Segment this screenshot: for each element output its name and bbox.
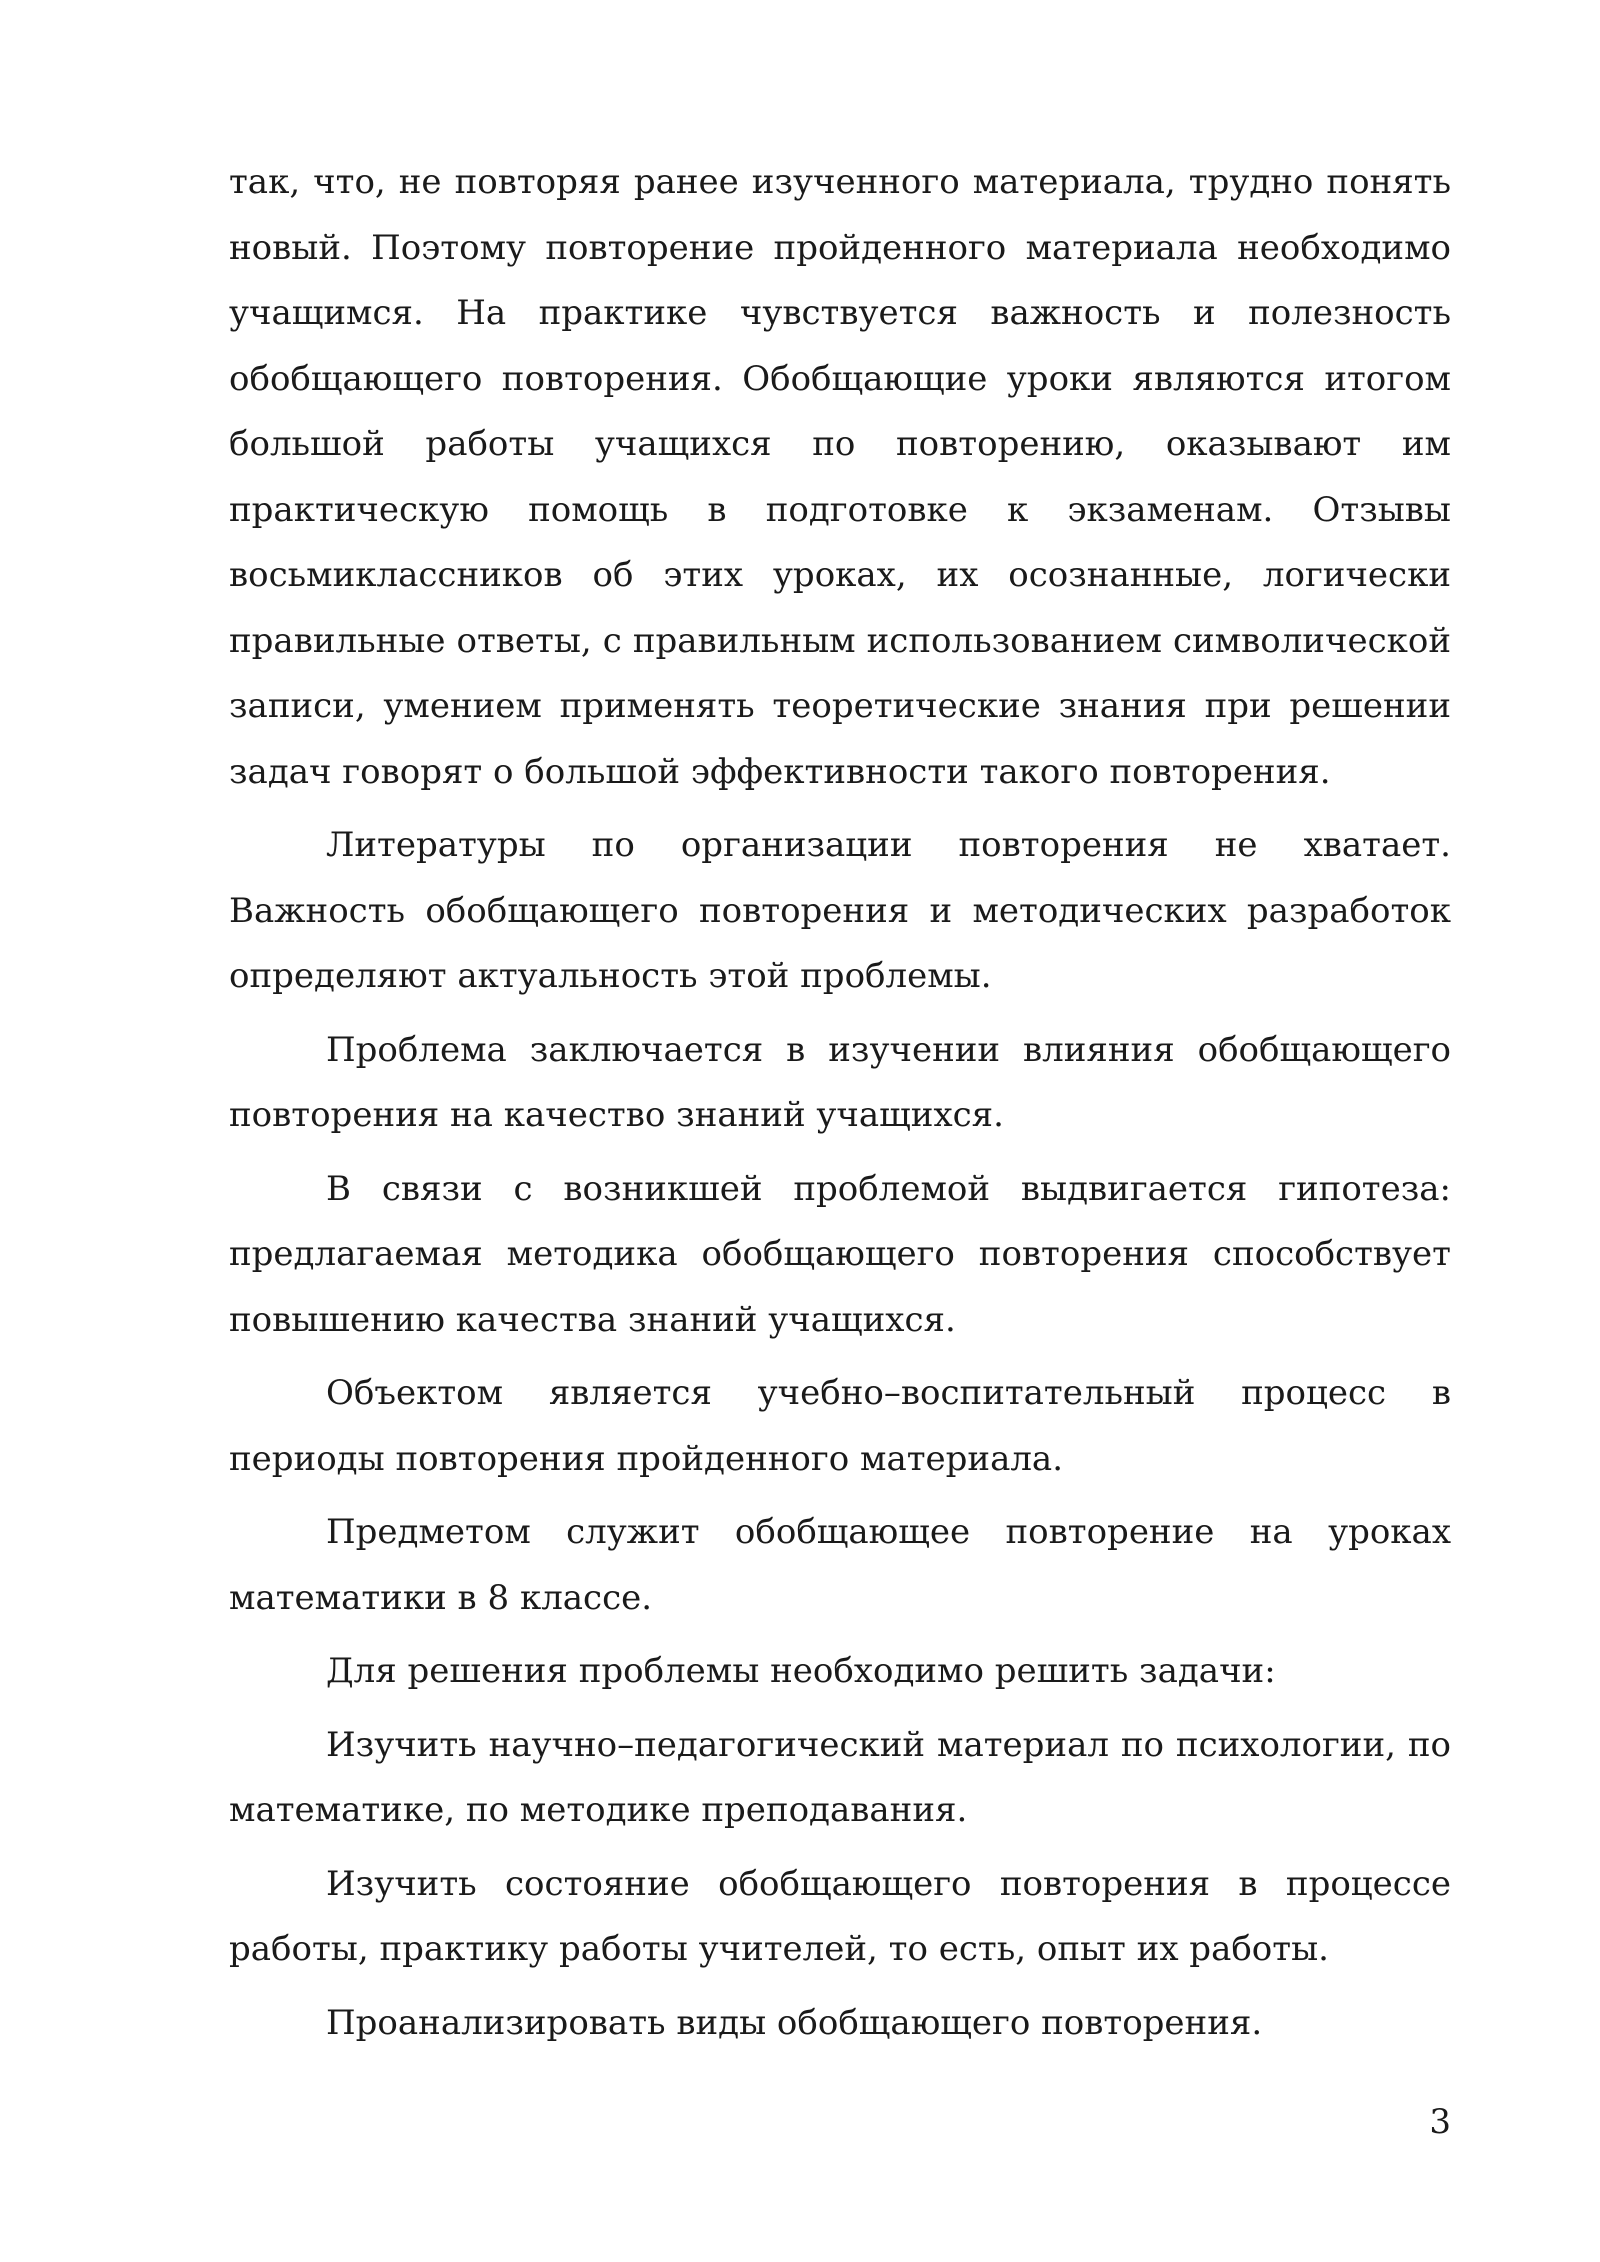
page-number: 3 [1429,2102,1451,2142]
paragraph-6: Предметом служит обобщающее повторение на уроках математики в 8 классе. [229,1512,1451,1618]
paragraph-8: Изучить научно–педагогический материал по психологии, по математике, по методике преподавания. [229,1724,1451,1830]
paragraph-4: В связи с возникшей проблемой выдвигается гипотеза: предлагаемая методика обобщающего повторения способствует повышению качества знаний учащихся. [229,1168,1451,1340]
document-body [229,150,1451,2064]
paragraph-5: Объектом является учебно–воспитательный процесс в периоды повторения пройденного материала. [229,1373,1451,1479]
paragraph-3: Проблема заключается в изучении влияния обобщающего повторения на качество знаний учащихся. [229,1029,1451,1135]
paragraph-2: Литературы по организации повторения не хватает. Важность обобщающего повторения и методических разработок определяют актуальность этой проблемы. [229,825,1451,996]
paragraph-1: так, что, не повторяя ранее изученного материала, трудно понять новый. Поэтому повторение пройденного материала необходимо учащимся. На практике чувствуется важность и полезность обобщающего повторения. Обобщающие уроки являются итогом большой работы учащихся по повторению, оказывают им практическую помощь в подготовке к экзаменам. Отзывы восьмиклассников об этих уроках, их осознанные, логически правильные ответы, с правильным использованием символической записи, умением применять теоретические знания при решении задач говорят о большой эффективности такого повторения. [229,162,1451,792]
paragraph-7: Для решения проблемы необходимо решить задачи: [326,1651,1276,1691]
paragraph-9: Изучить состояние обобщающего повторения в процессе работы, практику работы учителей, то есть, опыт их работы. [229,1863,1451,1969]
paragraph-10: Проанализировать виды обобщающего повторения. [326,2002,1263,2043]
